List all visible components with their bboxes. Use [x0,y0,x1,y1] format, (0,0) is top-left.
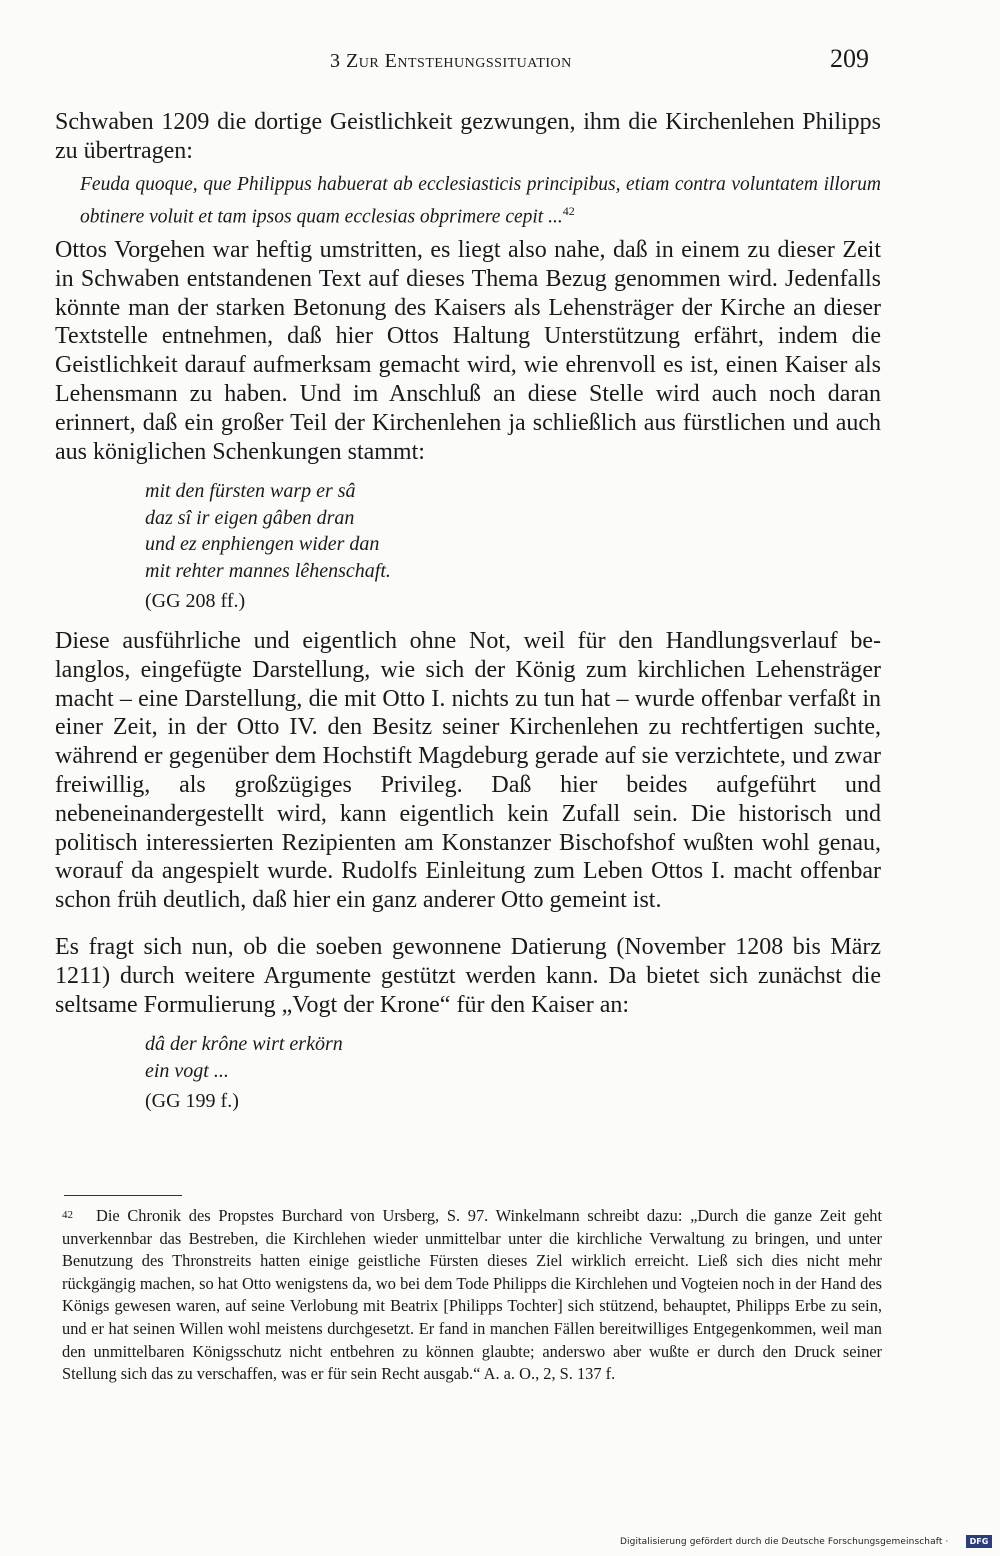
paragraph-2: Ottos Vorgehen war heftig umstritten, es liegt also nahe, daß in einem zu dieser Zeit in Schwaben entstandenen Text auf dieses Thema Bezug genommen wird. Jedenfalls könnte man der starken Betonung des Kaisers als Lehensträger der Kirche an dieser Textstelle entnehmen, daß hier Ottos Haltung Unterstützung erfährt, indem die Geistlichkeit darauf aufmerksam gemacht wird, wie ehrenvoll es ist, einen Kaiser als Lehensmann zu haben. Und im Anschluß an diese Stelle wird auch noch daran erinnert, daß ein großer Teil der Kirchenlehen ja schließlich aus fürstlichen und auch aus königlichen Schenkungen stammt: [55,237,881,465]
paragraph-4: Es fragt sich nun, ob die soeben gewonnene Datierung (November 1208 bis März 1211) durch weitere Argumente gestützt werden kann. Da bietet sich zunächst die seltsame Formulierung „Vogt der Krone“ für den Kaiser an: [55,933,881,1018]
verse-line: daz sî ir eigen gâben dran [145,506,355,529]
latin-quote [80,172,881,231]
verse-quote-2 [145,1031,881,1115]
digitization-credit: Digitalisierung gefördert durch die Deutsche Forschungsgemeinschaft · [620,1537,949,1547]
footnote-reference[interactable]: 42 [562,203,575,218]
verse-line: und ez enphiengen wider dan [145,533,380,556]
verse-line: mit rehter mannes lêhenschaft. [145,559,391,582]
verse-line: dâ der krône wirt erkörn [145,1033,343,1056]
paragraph-1: Schwaben 1209 die dortige Geistlichkeit gezwungen, ihm die Kirchenlehen Philipps zu übertragen: [55,109,881,164]
verse-quote-1 [145,478,881,615]
verse-reference: (GG 199 f.) [145,1090,239,1113]
verse-reference: (GG 208 ff.) [145,590,246,613]
page-number: 209 [830,44,869,73]
paragraph-3: Diese ausführliche und eigentlich ohne Not, weil für den Handlungsverlauf belanglos, eingefügte Darstellung, wie sich der König zum kirchlichen Lehensträger macht – eine Darstellung, die mit Otto I. nichts zu tun hat – wurde offenbar verfaßt in einer Zeit, in der Otto IV. den Besitz seiner Kirchenlehen zu rechtfertigen suchte, während er gegenüber dem Hochstift Magdeburg gerade auf sie verzichtete, und zwar freiwillig, als großzügiges Privileg. Daß hier beides aufgeführt und nebeneinandergestellt wird, kann eigentlich kein Zufall sein. Die historisch und politisch interessierten Rezipienten am Konstanzer Bischofshof wußten wohl genau, worauf da angespielt wurde. Rudolfs Einleitung zum Leben Ottos I. macht offenbar schon früh deutlich, daß hier ein ganz anderer Otto gemeint ist. [55,627,881,914]
running-title: 3 Zur Entstehungssituation [330,50,572,72]
latin-quote-text: Feuda quoque, que Philippus habuerat ab ecclesiasticis principibus, etiam contra voluntatem illorum obtinere voluit et tam ipsos quam ecclesias obprimere cepit ... [80,173,881,228]
footnote-divider [64,1195,182,1196]
verse-line: ein vogt ... [145,1059,229,1082]
main-text [55,108,881,1127]
footnote-text: Die Chronik des Propstes Burchard von Ursberg, S. 97. Winkelmann schreibt dazu: „Durch die ganze Zeit geht unverkennbar das Bestreben, die Kirchlehen wieder unmittelbar unter die kirchliche Verwaltung zu bringen, und unter Benutzung des Thronstreits hatten einige geistliche Fürsten dieses Ziel wirklich erreicht. Ließ sich dies nicht mehr rückgängig machen, so hat Otto wenigstens da, wo bei dem Tode Philipps die Kirchlehen und Vogteien noch in der Hand des Königs gewesen waren, auf seine Verlobung mit Beatrix [Philipps Tochter] sich stützend, behauptet, Philipps Erbe zu sein, und er hat seinen Willen wohl meistens durchgesetzt. Er fand in manchen Fällen bereitwilliges Entgegenkommen, weil man den unmittelbaren Königsschutz nicht entbehren zu können glaubte; anderswo aber wußte er durch den Druck seiner Stellung sich das zu verschaffen, was er für sein Recht ausgab.“ A. a. O., 2, S. 137 f. [62,1206,882,1384]
verse-line: mit den fürsten warp er sâ [145,480,356,503]
paragraph-spacer [55,915,881,933]
footnote-42 [62,1205,882,1386]
dfg-logo: DFG [966,1535,992,1548]
footnote-number: 42 [62,1209,73,1221]
